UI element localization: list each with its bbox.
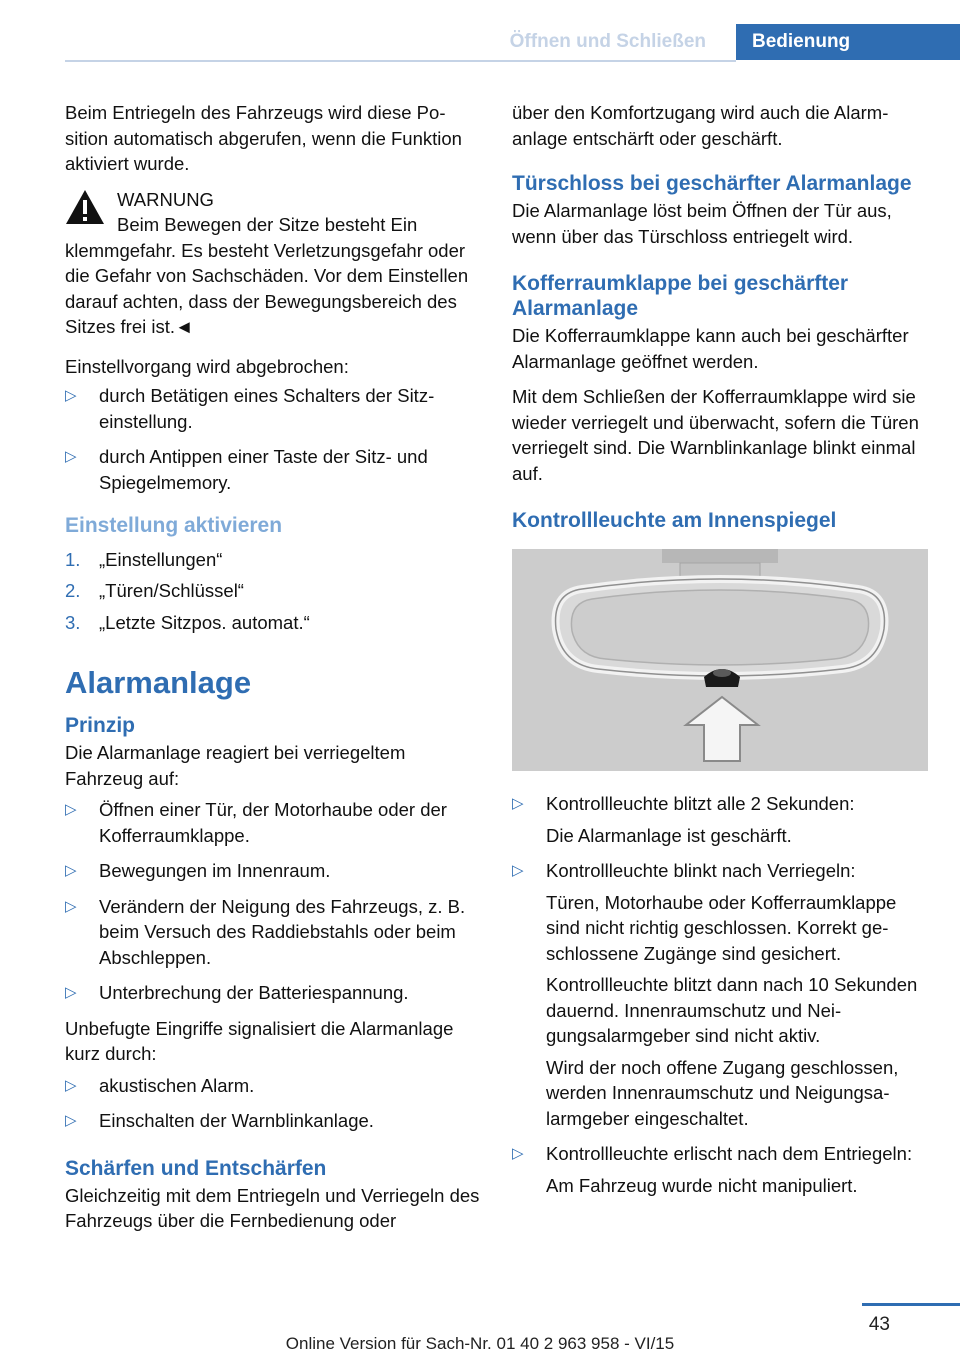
- warning-title: WARNUNG: [117, 188, 214, 210]
- trunk-text-1: Die Kofferraumklappe kann auch bei geschärfter Alarmanlage geöffnet werden.: [512, 325, 909, 372]
- page-number: 43: [868, 1314, 890, 1335]
- doorlock-heading: Türschloss bei geschärfter Alarmanlage: [512, 172, 912, 195]
- header-chapter-tab: Bedienung: [736, 24, 960, 60]
- activate-heading: Einstellung aktivieren: [65, 514, 283, 537]
- abort-list: [65, 383, 480, 495]
- warning-triangle-icon: [65, 189, 105, 225]
- triangle-bullet-icon: ▷: [65, 1112, 77, 1129]
- continued-text: über den Komfortzugang wird auch die Alarmanlage entschärft oder geschärft.: [512, 102, 889, 149]
- list-item: 1. „Einstellungen“: [65, 548, 223, 570]
- principle-heading: Prinzip: [65, 714, 136, 737]
- list-item: ▷ Kontrollleuchte blitzt alle 2 Sekunden: Die Alarmanlage ist geschärft.: [512, 793, 855, 846]
- lamp-list: [512, 791, 932, 1198]
- triangle-bullet-icon: ▷: [512, 862, 524, 879]
- unauth-list: [65, 1073, 480, 1134]
- list-item: ▷ Öffnen einer Tür, der Motorhaube oder der Kofferraumklappe.: [65, 799, 447, 846]
- triangle-bullet-icon: ▷: [65, 984, 77, 1001]
- list-item: ▷ Unterbrechung der Batteriespannung.: [65, 980, 480, 1006]
- steps-list: [65, 547, 480, 636]
- warning-first-line: Beim Bewegen der Sitze besteht Ein: [117, 214, 418, 235]
- list-item: ▷ Kontrollleuchte erlischt nach dem Entriegeln: Am Fahrzeug wurde nicht manipuliert.: [512, 1143, 913, 1196]
- header-rule: [65, 60, 736, 62]
- page-header: [0, 0, 960, 64]
- principle-text: Die Alarmanlage reagiert bei verriegeltem Fahrzeug auf:: [65, 742, 406, 789]
- footer-version-text: Online Version für Sach-Nr. 01 40 2 963 958 - VI/15: [285, 1334, 675, 1353]
- mirror-illustration: [512, 549, 928, 771]
- lamp-heading: Kontrollleuchte am Innenspiegel: [512, 509, 837, 532]
- triangle-bullet-icon: ▷: [65, 897, 77, 915]
- principle-list: [65, 797, 480, 1006]
- warning-body: klemmgefahr. Es besteht Verletzungsgefahr oder die Gefahr von Sachschäden. Vor dem Einstellen darauf achten, dass der Bewegungsbereich des Sitzes frei ist.◄: [65, 239, 469, 337]
- header-section-title: Öffnen und Schließen: [509, 31, 706, 52]
- list-item: 3. „Letzte Sitzpos. automat.“: [65, 611, 310, 633]
- abort-intro: Einstellvorgang wird abgebrochen:: [65, 355, 349, 377]
- list-item: ▷ Verändern der Neigung des Fahrzeugs, z. B. beim Versuch des Raddiebstahls oder beim Abschleppen.: [65, 895, 466, 968]
- arm-text: Gleichzeitig mit dem Entriegeln und Verriegeln des Fahrzeugs über die Fernbedienung oder: [65, 1184, 480, 1231]
- list-item: ▷ durch Antippen einer Taste der Sitz- und Spiegelmemory.: [65, 446, 428, 493]
- intro-paragraph: Beim Entriegeln des Fahrzeugs wird diese Position automatisch abgerufen, wenn die Funktion aktiviert wurde.: [65, 102, 462, 174]
- alarm-heading: Alarmanlage: [65, 665, 252, 700]
- footer-rule: [862, 1303, 960, 1306]
- doorlock-text: Die Alarmanlage löst beim Öffnen der Tür aus, wenn über das Türschloss entriegelt wird.: [512, 200, 892, 247]
- trunk-heading: Kofferraumklappe bei geschärfter Alarmanlage: [512, 272, 849, 320]
- trunk-text-2: Mit dem Schließen der Kofferraumklappe wird sie wieder verriegelt und überwacht, sofern die Türen verriegelt sind. Die Warnblinkanlage blinkt einmal auf.: [512, 386, 919, 484]
- list-item: ▷ Bewegungen im Innenraum.: [65, 858, 480, 884]
- triangle-bullet-icon: ▷: [65, 387, 77, 404]
- triangle-bullet-icon: ▷: [65, 862, 77, 879]
- list-item: ▷ Kontrollleuchte blinkt nach Verriegeln: Türen, Motorhaube oder Kofferraumklappe sind nicht richtig geschlossen. Korrekt geschlossene Zugänge sind gesichert. Kontrollleuchte blitzt dann nach 10 Sekunden dauernd. Innenraumschutz und Neigungsalarmgeber sind nicht aktiv. Wird der noch offene Zugang geschlossen, werden Innenraumschutz und Neigungsalarmgeber eingeschaltet.: [512, 860, 918, 1129]
- unauth-text: Unbefugte Eingriffe signalisiert die Alarmanlage kurz durch:: [65, 1017, 454, 1064]
- triangle-bullet-icon: ▷: [512, 1145, 524, 1162]
- warning-block: [65, 187, 480, 340]
- arm-heading: Schärfen und Entschärfen: [65, 1156, 327, 1180]
- rearview-mirror-icon: [512, 549, 928, 771]
- list-item: ▷ Einschalten der Warnblinkanlage.: [65, 1108, 480, 1134]
- right-column: [512, 100, 932, 1208]
- left-column: [65, 100, 480, 1244]
- triangle-bullet-icon: ▷: [65, 448, 77, 465]
- list-item: ▷ durch Betätigen eines Schalters der Sitzeinstellung.: [65, 385, 435, 432]
- list-item: ▷ akustischen Alarm.: [65, 1073, 480, 1099]
- triangle-bullet-icon: ▷: [65, 1076, 77, 1094]
- triangle-bullet-icon: ▷: [65, 801, 77, 818]
- list-item: 2. „Türen/Schlüssel“: [65, 580, 244, 601]
- triangle-bullet-icon: ▷: [512, 795, 524, 812]
